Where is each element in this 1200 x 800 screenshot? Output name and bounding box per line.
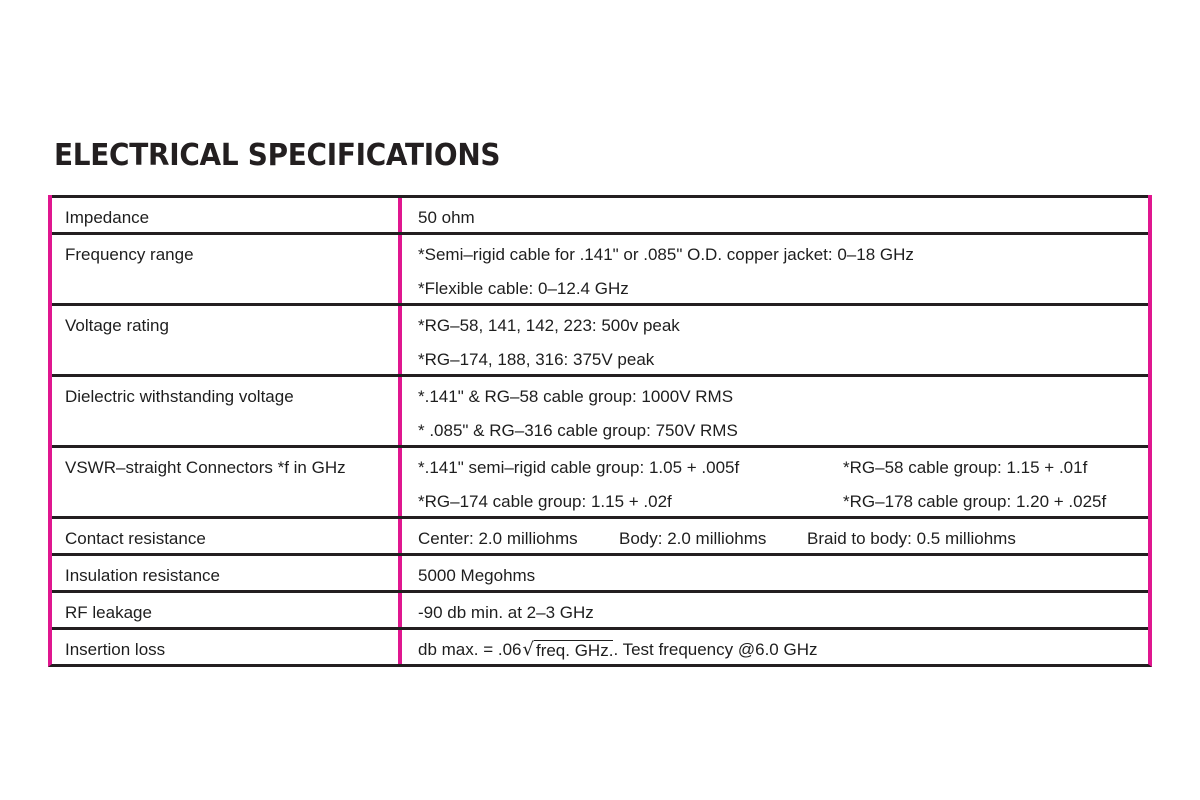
spec-values bbox=[402, 556, 1148, 590]
table-row bbox=[52, 553, 1148, 590]
insertion-loss-radicand: freq. GHz. bbox=[534, 640, 613, 664]
spec-value-line bbox=[418, 316, 1148, 350]
spec-value: *Flexible cable: 0–12.4 GHz bbox=[418, 279, 629, 298]
spec-value: *.141" semi–rigid cable group: 1.05 + .005f bbox=[418, 458, 740, 477]
spec-values bbox=[402, 593, 1148, 627]
spec-values bbox=[402, 198, 1148, 232]
spec-value-line bbox=[418, 566, 1148, 590]
spec-value-line bbox=[418, 492, 1183, 516]
page-title: ELECTRICAL SPECIFICATIONS bbox=[54, 138, 501, 173]
spec-values bbox=[402, 630, 1148, 664]
electrical-specifications-table bbox=[48, 195, 1152, 667]
spec-value: Body: 2.0 milliohms bbox=[619, 529, 767, 548]
spec-label: VSWR–straight Connectors *f in GHz bbox=[52, 448, 402, 516]
spec-values bbox=[402, 519, 1148, 553]
spec-value: * .085" & RG–316 cable group: 750V RMS bbox=[418, 421, 738, 440]
spec-value: Braid to body: 0.5 milliohms bbox=[807, 529, 1016, 548]
table-row bbox=[52, 374, 1148, 445]
table-row bbox=[52, 445, 1148, 516]
spec-label: Frequency range bbox=[52, 235, 402, 303]
spec-values bbox=[402, 377, 1148, 445]
spec-value-line bbox=[418, 208, 1148, 232]
spec-value: 5000 Megohms bbox=[418, 566, 536, 585]
spec-value: *RG–174 cable group: 1.15 + .02f bbox=[418, 492, 672, 511]
spec-value: *.141" & RG–58 cable group: 1000V RMS bbox=[418, 387, 734, 406]
spec-value: *Semi–rigid cable for .141" or .085" O.D. copper jacket: 0–18 GHz bbox=[418, 245, 914, 264]
spec-label: Contact resistance bbox=[52, 519, 402, 553]
spec-value-line bbox=[418, 279, 1148, 303]
spec-value-line bbox=[418, 421, 1148, 445]
insertion-loss-test-frequency: . Test frequency @6.0 GHz bbox=[613, 640, 818, 659]
spec-value: *RG–174, 188, 316: 375V peak bbox=[418, 350, 655, 369]
table-row bbox=[52, 195, 1148, 232]
table-row bbox=[52, 232, 1148, 303]
table-row-insertion-loss bbox=[52, 627, 1148, 664]
spec-value-line bbox=[418, 387, 1148, 421]
square-root-symbol: √ bbox=[522, 639, 534, 660]
spec-values bbox=[402, 448, 1183, 516]
spec-value-line bbox=[418, 350, 1148, 374]
spec-label: Insertion loss bbox=[52, 630, 402, 664]
spec-value: -90 db min. at 2–3 GHz bbox=[418, 603, 594, 622]
spec-label: Impedance bbox=[52, 198, 402, 232]
spec-value: *RG–58 cable group: 1.15 + .01f bbox=[843, 458, 1088, 477]
spec-value-line bbox=[418, 640, 1148, 664]
spec-value: *RG–178 cable group: 1.20 + .025f bbox=[843, 492, 1107, 511]
spec-value-line bbox=[418, 603, 1148, 627]
spec-value: Center: 2.0 milliohms bbox=[418, 529, 578, 548]
spec-label: Voltage rating bbox=[52, 306, 402, 374]
spec-value-line bbox=[418, 245, 1148, 279]
insertion-loss-formula-prefix: db max. = .06 bbox=[418, 640, 522, 659]
table-row bbox=[52, 590, 1148, 627]
spec-value: 50 ohm bbox=[418, 208, 475, 227]
spec-value-line bbox=[418, 458, 1183, 492]
spec-label: Insulation resistance bbox=[52, 556, 402, 590]
spec-value-line bbox=[418, 529, 1148, 553]
spec-label: RF leakage bbox=[52, 593, 402, 627]
table-row bbox=[52, 303, 1148, 374]
spec-label: Dielectric withstanding voltage bbox=[52, 377, 402, 445]
table-row bbox=[52, 516, 1148, 553]
spec-value: *RG–58, 141, 142, 223: 500v peak bbox=[418, 316, 680, 335]
spec-values bbox=[402, 235, 1148, 303]
spec-values bbox=[402, 306, 1148, 374]
